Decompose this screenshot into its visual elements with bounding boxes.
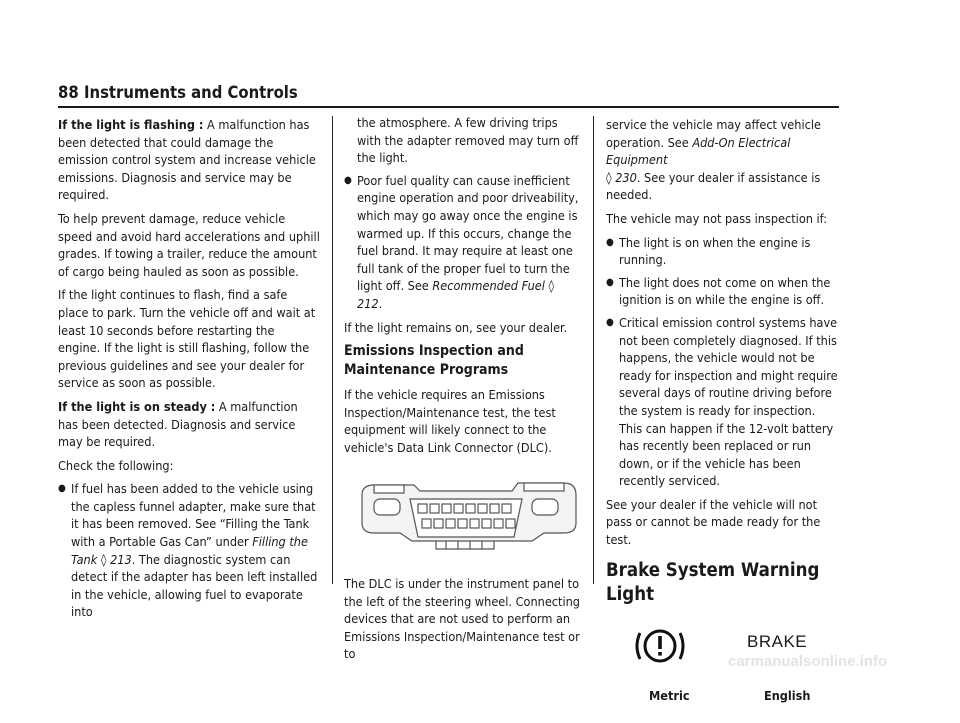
- column-1: [58, 116, 320, 627]
- paragraph: service the vehicle may affect vehicle operation. See Add-On Electrical Equipment ◊ 230. See your dealer if assistance is needed.: [606, 117, 821, 203]
- paragraph: The vehicle may not pass inspection if:: [606, 210, 828, 226]
- paragraph-steady: If the light is on steady : A malfunction has been detected. Diagnosis and service may be required.: [58, 398, 298, 450]
- chapter-title: Instruments and Controls: [84, 83, 298, 102]
- bullet-list: [58, 480, 320, 621]
- bullet-list: [344, 114, 582, 313]
- bullet-icon: ●: [606, 316, 614, 328]
- cross-reference-link[interactable]: Filling the Tank: [71, 534, 308, 567]
- paragraph: If the vehicle requires an Emissions Inspection/Maintenance test, the test equipment will likely connect to the vehicle's Data Link Connector (DLC).: [344, 387, 556, 455]
- column-divider: [593, 116, 594, 584]
- cross-reference-link[interactable]: Add-On Electrical Equipment: [606, 134, 791, 168]
- bullet-icon: ●: [58, 483, 66, 495]
- paragraph: If the light remains on, see your dealer.: [344, 319, 568, 335]
- paragraph-flashing: If the light is flashing : A malfunction has been detected that could damage the emission control system and increase vehicle emissions. Diagnosis and service may be required.: [58, 117, 316, 203]
- label-steady: If the light is on steady :: [58, 398, 216, 414]
- bullet-icon: ●: [344, 174, 352, 186]
- dlc-connector-illustration: [354, 477, 582, 557]
- column-2: [344, 116, 582, 669]
- page-header: [58, 82, 839, 108]
- brake-warning-symbols: [606, 621, 842, 723]
- column-divider: [332, 116, 333, 584]
- page-reference-arrow-icon: ◊: [544, 278, 555, 294]
- list-item: ● Critical emission control systems have not been completely diagnosed. If this happens, the vehicle would not be ready for inspection and might require several days of routine driving before the system is ready for inspection. This can happen if the 12-volt battery has recently been replaced or run down, or if the vehicle has been recently serviced.: [606, 314, 838, 489]
- page-reference-arrow-icon: ◊: [97, 551, 111, 567]
- list-item: ● If fuel has been added to the vehicle using the capless funnel adapter, make sure that it has been removed. See “Filling the Tank with a Portable Gas Can” under Filling the Tank ◊ 213. The diagnostic system can detect if the adapter has been left installed in the vehicle, allowing fuel to evaporate into: [58, 481, 318, 620]
- caption-english: English: [764, 687, 811, 703]
- paragraph: If the light continues to flash, find a safe place to park. Turn the vehicle off and wait at least 10 seconds before restarting the engine. If the light is still flashing, follow the previous guidelines and see your dealer for service as soon as possible.: [58, 287, 316, 391]
- watermark: carmanualsonline.info: [728, 653, 888, 670]
- list-item: ● Poor fuel quality can cause inefficient engine operation and poor driveability, which may go away once the engine is warmed up. If this occurs, change the fuel brand. It may require at least one full tank of the proper fuel to turn the light off. See Recommended Fuel ◊ 212.: [344, 172, 579, 311]
- bullet-list: [606, 234, 842, 490]
- page-reference[interactable]: 213: [110, 551, 132, 567]
- bullet-icon: ●: [606, 276, 614, 288]
- paragraph: Check the following:: [58, 457, 174, 473]
- bullet-icon: ●: [606, 236, 614, 248]
- list-item: ● The light does not come on when the ignition is on while the engine is off.: [606, 274, 831, 308]
- page-reference[interactable]: 212: [357, 295, 379, 311]
- list-item-continued: the atmosphere. A few driving trips with the adapter removed may turn off the light.: [357, 115, 579, 166]
- paragraph: See your dealer if the vehicle will not pass or cannot be made ready for the test.: [606, 496, 821, 548]
- list-item: ● The light is on when the engine is running.: [606, 234, 811, 268]
- page-reference[interactable]: 230: [615, 169, 637, 185]
- page-reference-arrow-icon: ◊: [606, 169, 616, 185]
- column-3: [606, 116, 842, 723]
- paragraph: The DLC is under the instrument panel to the left of the steering wheel. Connecting devices that are not used to perform an Emissions Inspection/Maintenance test or to: [344, 576, 581, 662]
- section-heading: Brake System Warning Light: [606, 559, 820, 605]
- paragraph: To help prevent damage, reduce vehicle speed and avoid hard accelerations and uphill grades. If towing a trailer, reduce the amount of cargo being hauled as soon as possible.: [58, 210, 320, 279]
- page-number: 88: [58, 83, 79, 102]
- cross-reference-link[interactable]: Recommended Fuel: [432, 278, 545, 294]
- brake-warning-metric-icon: [630, 621, 690, 671]
- caption-metric: Metric: [649, 687, 690, 703]
- label-flashing: If the light is flashing :: [58, 117, 204, 132]
- brake-warning-english-icon: BRAKE: [747, 631, 808, 651]
- section-heading: Emissions Inspection and Maintenance Programs: [344, 343, 524, 379]
